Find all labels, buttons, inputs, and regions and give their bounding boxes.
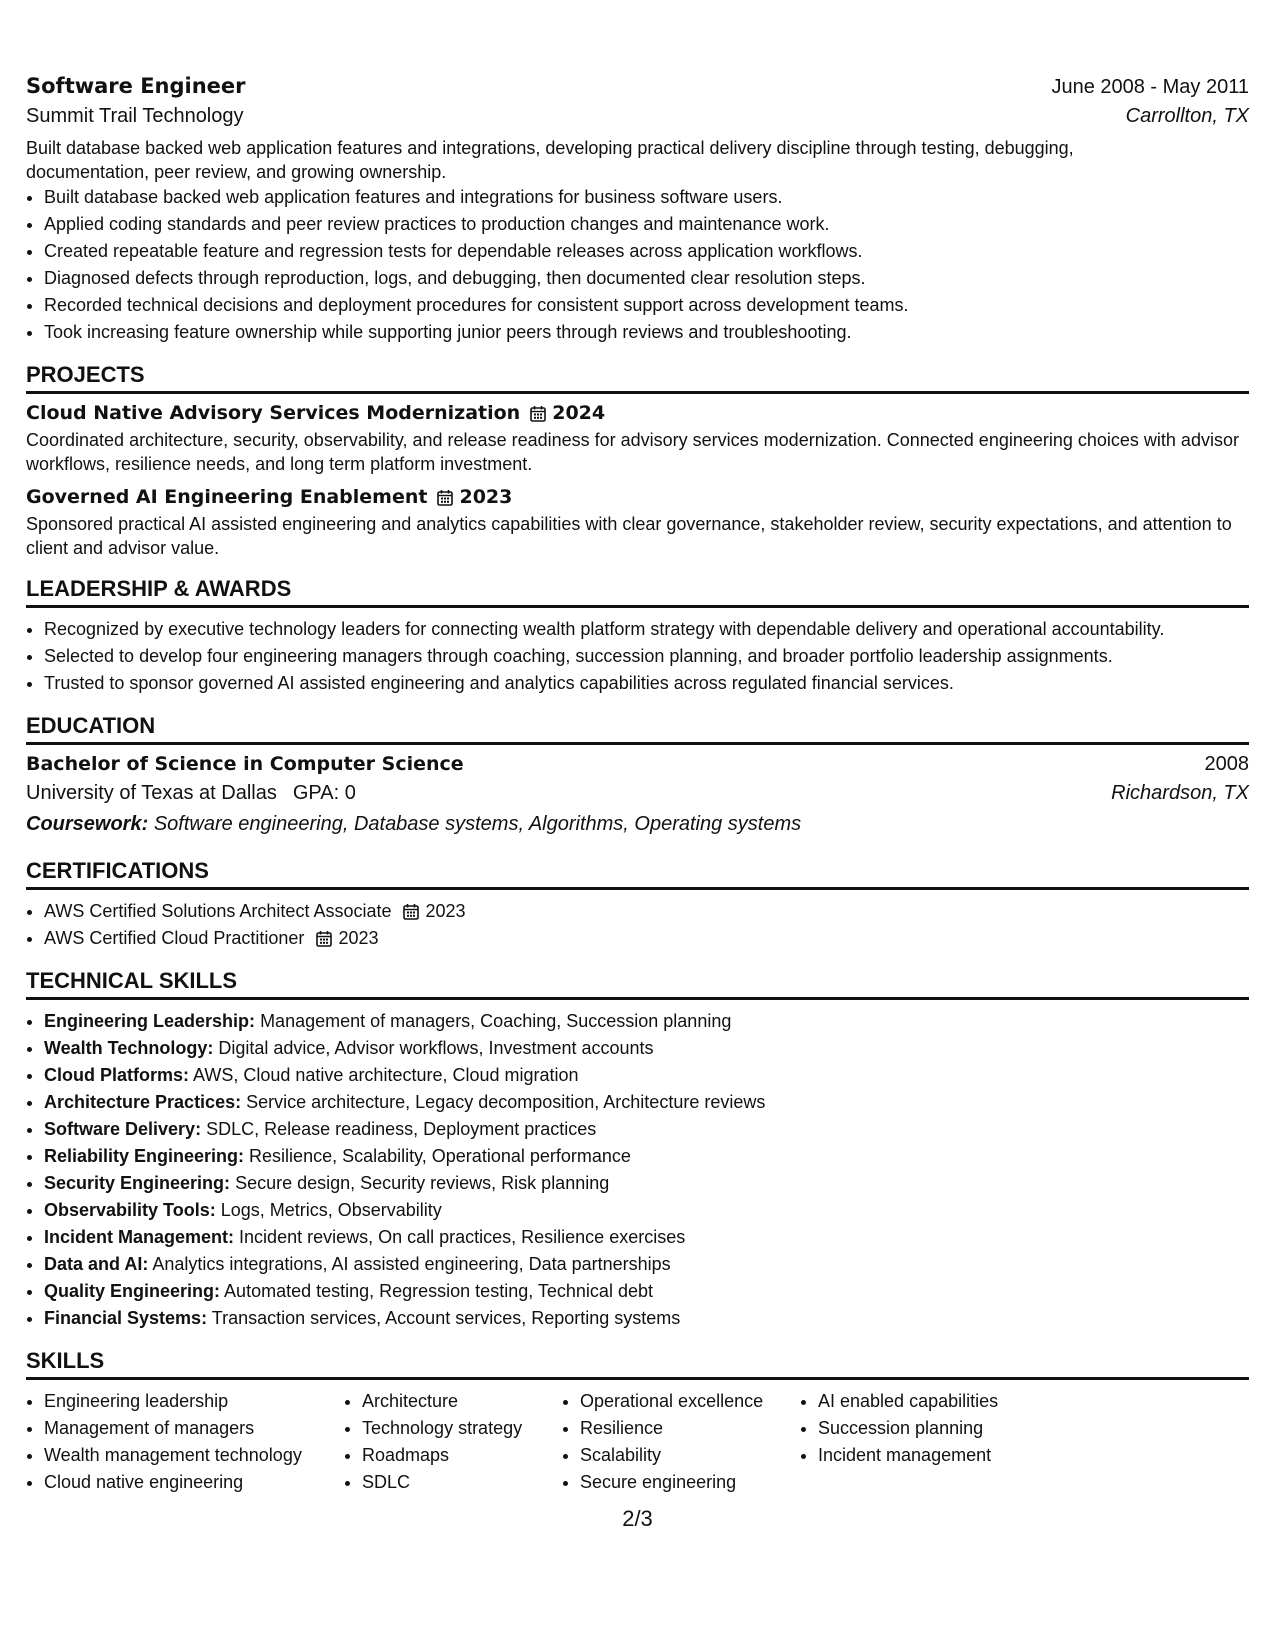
skill-label: Data and AI: — [44, 1254, 149, 1274]
education-entry — [26, 753, 1249, 836]
list-item: • Recorded technical decisions and deployment procedures for consistent support across development teams. — [44, 292, 1249, 319]
page-number: 2/3 — [622, 1506, 653, 1531]
skill-value: Secure design, Security reviews, Risk planning — [235, 1173, 610, 1193]
list-item — [44, 1062, 1249, 1089]
job-title: Software Engineer — [26, 74, 246, 98]
list-item: • Diagnosed defects through reproduction, logs, and debugging, then documented clear resolution steps. — [44, 265, 1249, 292]
list-item: • Architecture — [362, 1388, 562, 1415]
list-item: • Created repeatable feature and regression tests for dependable releases across application workflows. — [44, 238, 1249, 265]
skill-label: Cloud Platforms: — [44, 1065, 190, 1085]
skills-column — [562, 1388, 800, 1496]
job-company: Summit Trail Technology — [26, 105, 244, 127]
skill-value: Logs, Metrics, Observability — [220, 1200, 442, 1220]
list-item: • Incident management — [818, 1442, 1078, 1469]
skill-label: Architecture Practices: — [44, 1092, 242, 1112]
skill-label: Quality Engineering: — [44, 1281, 221, 1301]
education-heading: EDUCATION — [26, 713, 1249, 745]
list-item: • Recognized by executive technology leaders for connecting wealth platform strategy with dependable delivery and operational accountability. — [44, 616, 1249, 643]
list-item — [44, 1251, 1249, 1278]
calendar-icon — [530, 405, 546, 422]
skills-column — [344, 1388, 562, 1496]
leadership-list — [26, 616, 1249, 697]
project-year: 2024 — [552, 402, 606, 424]
project-title: Governed AI Engineering Enablement — [26, 486, 428, 508]
list-item: • SDLC — [362, 1469, 562, 1496]
technical-skills-heading: TECHNICAL SKILLS — [26, 968, 1249, 1000]
list-item — [44, 898, 1249, 925]
cert-year: 2023 — [425, 901, 466, 921]
list-item — [44, 1278, 1249, 1305]
list-item — [44, 1008, 1249, 1035]
skill-value: Service architecture, Legacy decomposition, Architecture reviews — [246, 1092, 766, 1112]
leadership-heading: LEADERSHIP & AWARDS — [26, 576, 1249, 608]
skill-value: Digital advice, Advisor workflows, Investment accounts — [218, 1038, 654, 1058]
projects-heading: PROJECTS — [26, 362, 1249, 394]
job-location: Carrollton, TX — [1125, 105, 1249, 127]
list-item — [44, 1089, 1249, 1116]
list-item: • Scalability — [580, 1442, 800, 1469]
list-item: • Wealth management technology — [44, 1442, 344, 1469]
calendar-icon — [403, 903, 419, 920]
list-item — [44, 925, 1249, 952]
job-summary: Built database backed web application features and integrations, developing practical delivery discipline through testing, debugging, documentation, peer review, and growing ownership. — [26, 138, 1074, 182]
list-item — [44, 1035, 1249, 1062]
list-item: • Succession planning — [818, 1415, 1078, 1442]
technical-skills-list — [26, 1008, 1249, 1332]
skill-value: Incident reviews, On call practices, Resilience exercises — [239, 1227, 686, 1247]
list-item: • Took increasing feature ownership while supporting junior peers through reviews and troubleshooting. — [44, 319, 1249, 346]
edu-location: Richardson, TX — [1111, 782, 1249, 804]
list-item: • Technology strategy — [362, 1415, 562, 1442]
list-item: • Selected to develop four engineering managers through coaching, succession planning, and broader portfolio leadership assignments. — [44, 643, 1249, 670]
list-item — [44, 1305, 1249, 1332]
list-item: • Secure engineering — [580, 1469, 800, 1496]
list-item: • Management of managers — [44, 1415, 344, 1442]
project-description: Sponsored practical AI assisted engineering and analytics capabilities with clear governance, stakeholder review, security expectations, and attention to client and advisor value. — [26, 514, 1232, 558]
list-item: • Applied coding standards and peer review practices to production changes and maintenance work. — [44, 211, 1249, 238]
coursework — [26, 813, 1249, 836]
skill-value: AWS, Cloud native architecture, Cloud migration — [193, 1065, 579, 1085]
list-item — [44, 1197, 1249, 1224]
list-item — [44, 1170, 1249, 1197]
skill-value: Management of managers, Coaching, Succession planning — [260, 1011, 732, 1031]
calendar-icon — [437, 489, 453, 506]
certifications-heading: CERTIFICATIONS — [26, 858, 1249, 890]
list-item: • Built database backed web application features and integrations for business software users. — [44, 184, 1249, 211]
skill-label: Observability Tools: — [44, 1200, 216, 1220]
skill-value: Transaction services, Account services, Reporting systems — [211, 1308, 681, 1328]
list-item — [44, 1143, 1249, 1170]
list-item: • Roadmaps — [362, 1442, 562, 1469]
skill-label: Wealth Technology: — [44, 1038, 214, 1058]
list-item — [44, 1224, 1249, 1251]
skill-value: Analytics integrations, AI assisted engineering, Data partnerships — [152, 1254, 671, 1274]
skill-label: Security Engineering: — [44, 1173, 231, 1193]
skill-label: Engineering Leadership: — [44, 1011, 256, 1031]
skills-heading: SKILLS — [26, 1348, 1249, 1380]
list-item: • Resilience — [580, 1415, 800, 1442]
project-year: 2023 — [459, 486, 513, 508]
coursework-label: Coursework: — [26, 813, 149, 835]
coursework-value: Software engineering, Database systems, Algorithms, Operating systems — [153, 813, 802, 835]
edu-year: 2008 — [1204, 753, 1249, 775]
skill-value: SDLC, Release readiness, Deployment practices — [206, 1119, 597, 1139]
edu-gpa: GPA: 0 — [292, 782, 356, 804]
skill-value: Automated testing, Regression testing, Technical debt — [224, 1281, 653, 1301]
list-item: • Cloud native engineering — [44, 1469, 344, 1496]
skill-label: Incident Management: — [44, 1227, 235, 1247]
experience-entry — [26, 74, 1249, 346]
edu-school: University of Texas at Dallas — [26, 782, 277, 804]
skills-column — [800, 1388, 1078, 1496]
job-bullets — [26, 184, 1249, 346]
project-entry — [26, 402, 1249, 476]
skill-label: Reliability Engineering: — [44, 1146, 245, 1166]
cert-name: • AWS Certified Cloud Practitioner — [44, 928, 305, 948]
list-item: • Operational excellence — [580, 1388, 800, 1415]
list-item: • Engineering leadership — [44, 1388, 344, 1415]
calendar-icon — [316, 930, 332, 947]
list-item — [44, 1116, 1249, 1143]
skills-grid — [26, 1388, 1249, 1496]
edu-degree: Bachelor of Science in Computer Science — [26, 753, 464, 775]
cert-year: 2023 — [338, 928, 379, 948]
skill-label: Financial Systems: — [44, 1308, 208, 1328]
project-entry — [26, 486, 1249, 560]
list-item: • AI enabled capabilities — [818, 1388, 1078, 1415]
cert-name: • AWS Certified Solutions Architect Associate — [44, 901, 392, 921]
skills-column — [26, 1388, 344, 1496]
skill-label: Software Delivery: — [44, 1119, 202, 1139]
project-title: Cloud Native Advisory Services Modernization — [26, 402, 521, 424]
certifications-list — [26, 898, 1249, 952]
project-description: Coordinated architecture, security, observability, and release readiness for advisory services modernization. Connected engineering choices with advisor workflows, resilience needs, and long term platform investment. — [26, 430, 1239, 474]
list-item: • Trusted to sponsor governed AI assisted engineering and analytics capabilities across regulated financial services. — [44, 670, 1249, 697]
job-dates: June 2008 - May 2011 — [1051, 76, 1249, 98]
skill-value: Resilience, Scalability, Operational performance — [249, 1146, 631, 1166]
